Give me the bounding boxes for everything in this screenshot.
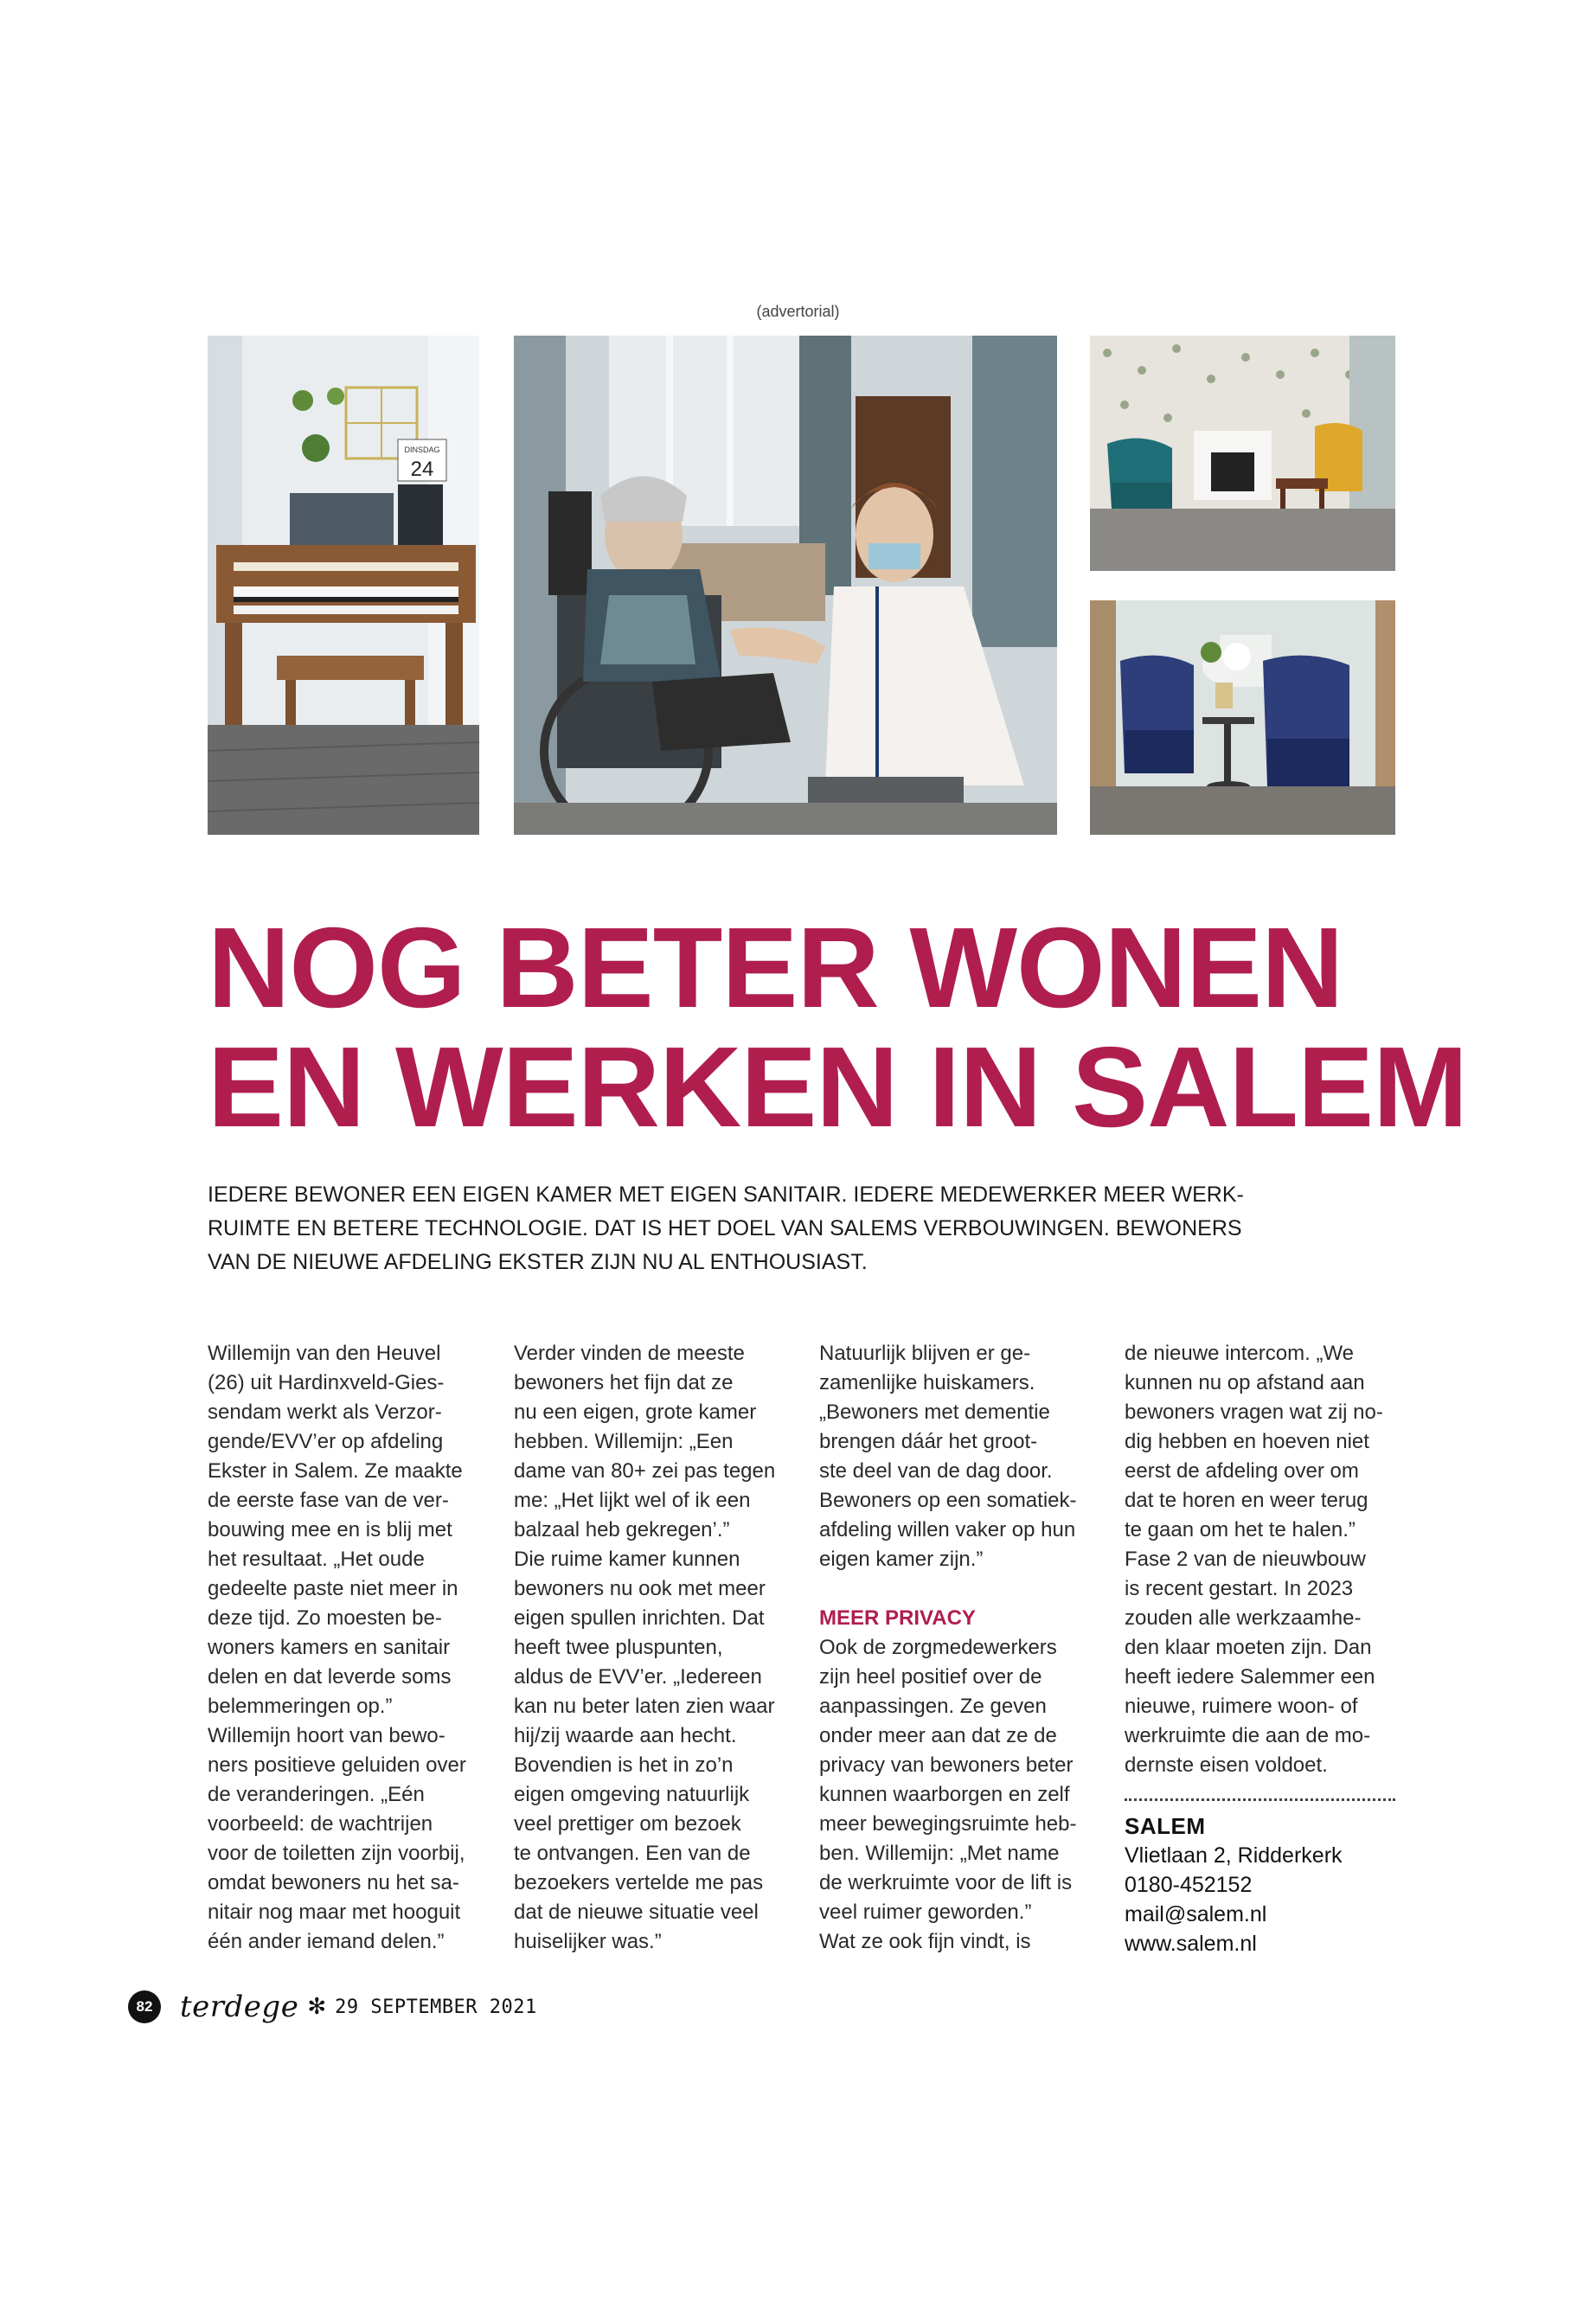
text-line: ste deel van de dag door. (819, 1459, 1053, 1483)
page-footer (128, 1990, 537, 2024)
text-line: de werkruimte voor de lift is (819, 1871, 1073, 1894)
text-line: zijn heel positief over de (819, 1665, 1042, 1689)
text-line: het resultaat. „Het oude (208, 1548, 425, 1571)
text-line: zamenlijke huiskamers. (819, 1371, 1035, 1394)
text-line: de veranderingen. „Eén (208, 1783, 425, 1806)
text-line: sendam werkt als Verzor- (208, 1400, 442, 1424)
text-line: zouden alle werkzaamhe- (1125, 1606, 1362, 1630)
text-line: gende/EVV’er op afdeling (208, 1430, 444, 1453)
text-line: brengen dáár het groot- (819, 1430, 1038, 1453)
text-line: bewoners het fijn dat ze (514, 1371, 734, 1394)
text-line: delen en dat leverde soms (208, 1665, 452, 1689)
text-line: Willemijn hoort van bewo- (208, 1724, 445, 1747)
text-line: is recent gestart. In 2023 (1125, 1577, 1354, 1600)
text-line: den klaar moeten zijn. Dan (1125, 1636, 1372, 1659)
text-line: veel ruimer geworden.” (819, 1900, 1032, 1924)
text-line: aanpassingen. Ze geven (819, 1695, 1047, 1718)
text-line: te gaan om het te halen.” (1125, 1518, 1356, 1541)
contact-divider (1125, 1798, 1395, 1801)
text-line: heeft iedere Salemmer een (1125, 1665, 1375, 1689)
text-line: Ook de zorgmedewerkers (819, 1636, 1057, 1659)
text-line: Ekster in Salem. Ze maakte (208, 1459, 463, 1483)
text-line: dig hebben en hoeven niet (1125, 1430, 1369, 1453)
article-column-1 (208, 1339, 489, 1957)
text-line: Fase 2 van de nieuwbouw (1125, 1548, 1366, 1571)
text-line: Willemijn van den Heuvel (208, 1342, 441, 1365)
armchairs-photo (1090, 600, 1395, 835)
text-line: me: „Het lijkt wel of ik een (514, 1489, 751, 1512)
article-column-2 (514, 1339, 795, 1957)
magazine-logo: terdege (180, 1990, 299, 2024)
text-line: nieuwe, ruimere woon- of (1125, 1695, 1358, 1718)
text-line: bezoekers vertelde me pas (514, 1871, 764, 1894)
text-line: Verder vinden de meeste (514, 1342, 745, 1365)
text-line: dat de nieuwe situatie veel (514, 1900, 759, 1924)
organ-photo (208, 336, 479, 835)
text-line: hebben. Willemijn: „Een (514, 1430, 734, 1453)
text-line: afdeling willen vaker op hun (819, 1518, 1076, 1541)
page-number: 82 (128, 1990, 161, 2023)
text-line: privacy van bewoners beter (819, 1753, 1074, 1777)
text-line: „Bewoners met dementie (819, 1400, 1050, 1424)
text-line: ben. Willemijn: „Met name (819, 1842, 1060, 1865)
asterisk-icon: ✻ (307, 1994, 327, 2020)
text-line: hij/zij waarde aan hecht. (514, 1724, 737, 1747)
text-line: voorbeeld: de wachtrijen (208, 1812, 433, 1836)
text-line: bouwing mee en is blij met (208, 1518, 452, 1541)
text-line: één ander iemand delen.” (208, 1930, 445, 1953)
text-line: eerst de afdeling over om (1125, 1459, 1359, 1483)
text-line: eigen spullen inrichten. Dat (514, 1606, 765, 1630)
issue-date: 29 SEPTEMBER 2021 (335, 1996, 537, 2018)
text-line: heeft twee pluspunten, (514, 1636, 723, 1659)
text-line: eigen omgeving natuurlijk (514, 1783, 750, 1806)
contact-email[interactable]: mail@salem.nl (1125, 1902, 1267, 1926)
text-line: Wat ze ook fijn vindt, is (819, 1930, 1031, 1953)
text-line: kunnen waarborgen en zelf (819, 1783, 1070, 1806)
text-line: gedeelte paste niet meer in (208, 1577, 458, 1600)
text-line: kunnen nu op afstand aan (1125, 1371, 1365, 1394)
intro-text: IEDERE BEWONER EEN EIGEN KAMER MET EIGEN SANITAIR. IEDERE MEDEWERKER MEER WERK- RUIMTE EN BETERE TECHNOLOGIE. DAT IS HET DOEL VAN SALEMS VERBOUWINGEN. BEWONERS VAN DE NIEUWE AFDELING EKSTER ZIJN NU AL ENTHOUSIAST. (208, 1183, 1244, 1274)
caregiver-photo (514, 336, 1057, 835)
text-line: balzaal heb gekregen’.” (514, 1518, 730, 1541)
text-line: ners positieve geluiden over (208, 1753, 466, 1777)
text-line: eigen kamer zijn.” (819, 1548, 984, 1571)
text-line: woners kamers en sanitair (208, 1636, 451, 1659)
text-line: aldus de EVV’er. „Iedereen (514, 1665, 762, 1689)
text-line: de eerste fase van de ver- (208, 1489, 449, 1512)
calendar-day: DINSDAG (404, 445, 440, 454)
text-line: kan nu beter laten zien waar (514, 1695, 775, 1718)
text-line: dat te horen en weer terug (1125, 1489, 1368, 1512)
text-line: Bovendien is het in zo’n (514, 1753, 734, 1777)
text-line: (26) uit Hardinxveld-Gies- (208, 1371, 445, 1394)
text-line: werkruimte die aan de mo- (1125, 1724, 1371, 1747)
headline-line-1: NOG BETER WONEN (208, 904, 1343, 1031)
article-column-4 (1125, 1339, 1406, 1780)
text-line: dernste eisen voldoet. (1125, 1753, 1328, 1777)
text-line: huiselijker was.” (514, 1930, 662, 1953)
living-room-photo (1090, 336, 1395, 571)
text-line: deze tijd. Zo moesten be- (208, 1606, 442, 1630)
text-line: belemmeringen op.” (208, 1695, 393, 1718)
text-line: bewoners nu ook met meer (514, 1577, 766, 1600)
text-line: onder meer aan dat ze de (819, 1724, 1057, 1747)
headline-line-2: EN WERKEN IN SALEM (208, 1023, 1468, 1150)
text-line: Natuurlijk blijven er ge- (819, 1342, 1031, 1365)
text-line: meer bewegingsruimte heb- (819, 1812, 1077, 1836)
text-line: de nieuwe intercom. „We (1125, 1342, 1355, 1365)
contact-phone: 0180-452152 (1125, 1873, 1253, 1897)
calendar-date: 24 (410, 458, 434, 481)
contact-box (1125, 1811, 1401, 1958)
advertorial-label: (advertorial) (756, 303, 840, 320)
text-line: nu een eigen, grote kamer (514, 1400, 757, 1424)
text-line: voor de toiletten zijn voorbij, (208, 1842, 465, 1865)
text-line: omdat bewoners nu het sa- (208, 1871, 459, 1894)
text-line: nitair nog maar met hooguit (208, 1900, 461, 1924)
contact-address: Vlietlaan 2, Ridderkerk (1125, 1843, 1343, 1868)
text-line: Die ruime kamer kunnen (514, 1548, 740, 1571)
contact-name: SALEM (1125, 1813, 1206, 1839)
contact-website[interactable]: www.salem.nl (1125, 1932, 1257, 1956)
text-line: bewoners vragen wat zij no- (1125, 1400, 1383, 1424)
subheading-meer-privacy: MEER PRIVACY (819, 1606, 976, 1630)
text-line: Bewoners op een somatiek- (819, 1489, 1077, 1512)
text-line: veel prettiger om bezoek (514, 1812, 741, 1836)
headline (208, 904, 1468, 1150)
text-line: te ontvangen. Een van de (514, 1842, 751, 1865)
text-line: dame van 80+ zei pas tegen (514, 1459, 776, 1483)
article-column-3 (819, 1339, 1100, 1957)
